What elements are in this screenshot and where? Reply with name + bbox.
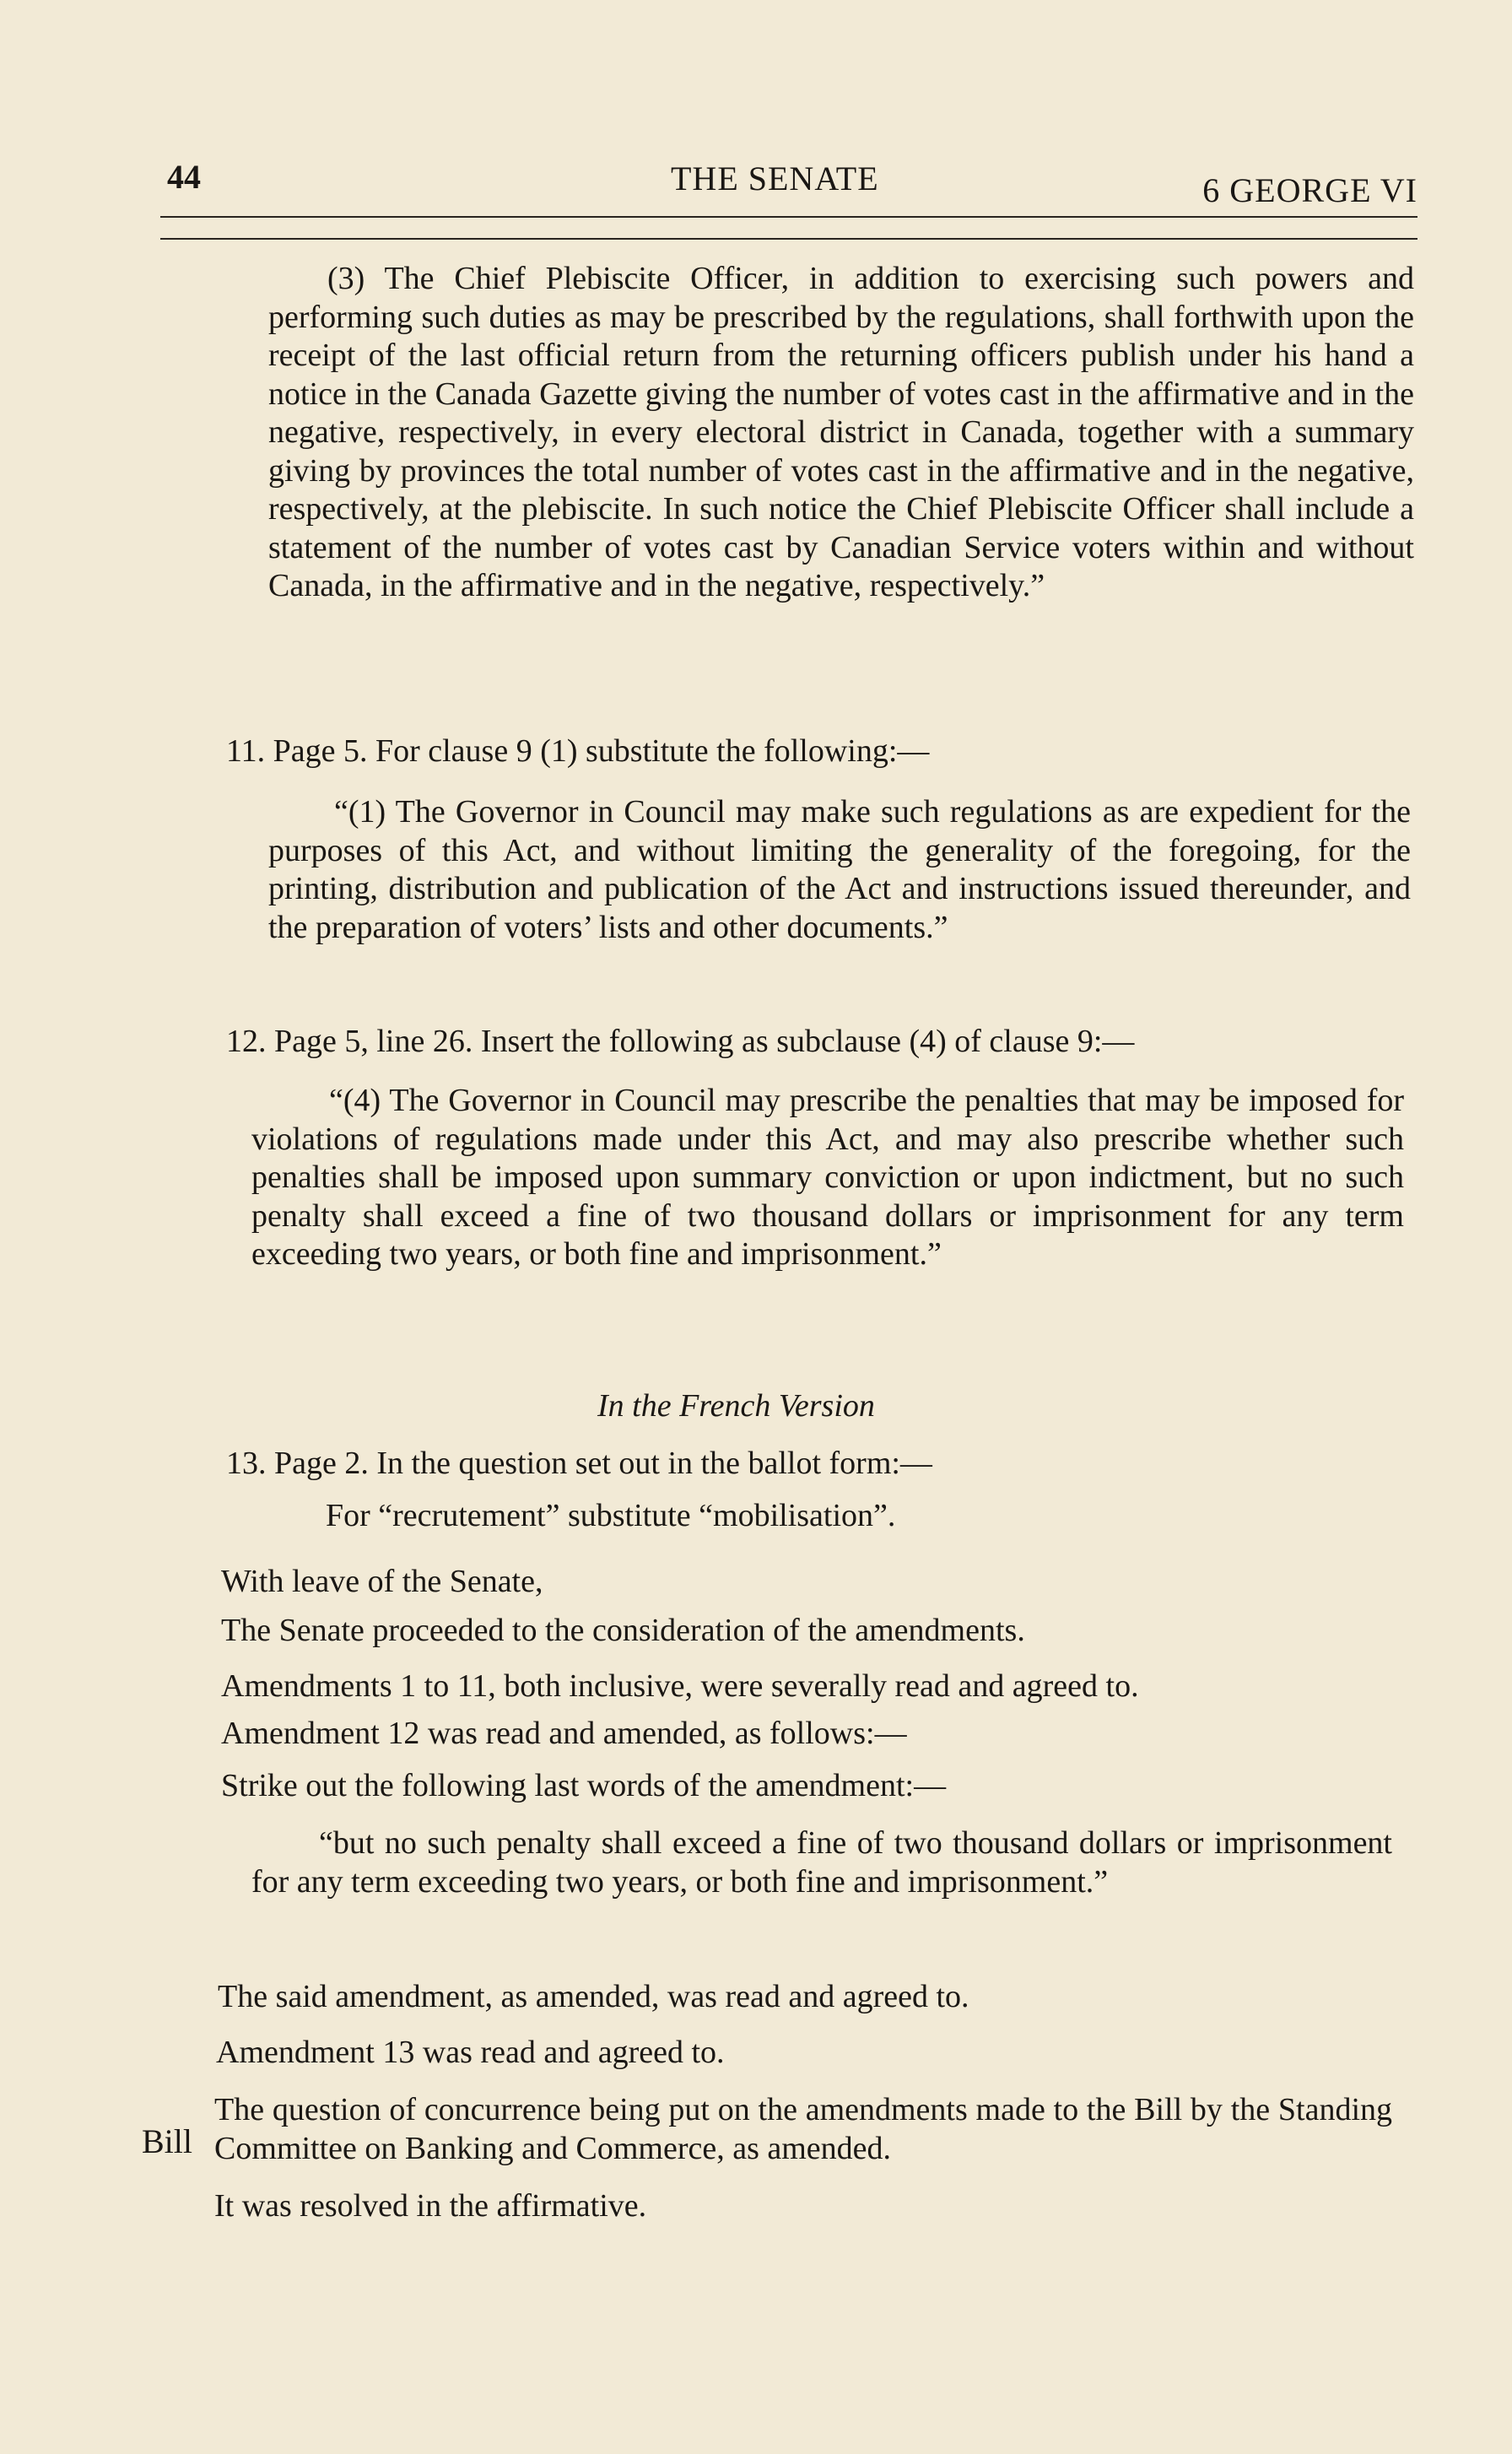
item-13-substitution: For “recrutement” substitute “mobilisation”. [326, 1498, 896, 1533]
page-number: 44 [167, 158, 201, 196]
item-12-quote: “(4) The Governor in Council may prescribe the penalties that may be imposed for violations of regulations made under this Act, and may also prescribe whether such penalties shall be imposed upon summary conviction or upon indictment, but no such penalty shall exceed a fine of two thousand dollars or imprisonment for any term exceeding two years, or both fine and imprisonment.” [251, 1083, 1404, 1272]
said-amendment: The said amendment, as amended, was read and agreed to. [218, 1979, 969, 2014]
senate-proceeded: The Senate proceeded to the consideration of the amendments. [221, 1613, 1025, 1648]
leave-of-senate: With leave of the Senate, [221, 1564, 543, 1599]
page-header [160, 152, 1418, 209]
header-rule-top [160, 216, 1418, 218]
strike-out-quote: “but no such penalty shall exceed a fine of two thousand dollars or imprisonment for any term exceeding two years, or both fine and imprisonment.” [251, 1825, 1392, 1900]
margin-note: Bill [142, 2122, 193, 2160]
french-version-heading: In the French Version [597, 1388, 875, 1424]
regnal-year: 6 GEORGE VI [1202, 171, 1418, 209]
item-11-quote: “(1) The Governor in Council may make such regulations as are expedient for the purposes of this Act, and without limiting the generality of the foregoing, for the printing, distribution and publication of the Act and instructions issued thereunder, and the preparation of voters’ lists and other documents.” [268, 794, 1411, 945]
amendment-13: Amendment 13 was read and agreed to. [216, 2035, 725, 2070]
item-12-heading: 12. Page 5, line 26. Insert the following as subclause (4) of clause 9:— [226, 1024, 1135, 1059]
resolved-affirmative: It was resolved in the affirmative. [214, 2188, 647, 2224]
running-title: THE SENATE [671, 159, 879, 197]
strike-out-line: Strike out the following last words of the amendment:— [221, 1768, 947, 1803]
amendment-12: Amendment 12 was read and amended, as follows:— [221, 1716, 907, 1751]
header-rule-bottom [160, 238, 1418, 240]
item-11-heading: 11. Page 5. For clause 9 (1) substitute the following:— [226, 733, 930, 769]
concurrence-question: The question of concurrence being put on the amendments made to the Bill by the Standing Committee on Banking and Commerce, as amended. [214, 2092, 1392, 2166]
subclause-3-paragraph: (3) The Chief Plebiscite Officer, in addition to exercising such powers and performing such duties as may be prescribed by the regulations, shall forthwith upon the receipt of the last official return from the returning officers publish under his hand a notice in the Canada Gazette giving the number of votes cast in the affirmative and in the negative, respectively, in every electoral district in Canada, together with a summary giving by provinces the total number of votes cast in the affirmative and in the negative, respectively, at the plebiscite. In such notice the Chief Plebiscite Officer shall include a statement of the number of votes cast by Canadian Service voters within and without Canada, in the affirmative and in the negative, respectively.” [268, 261, 1414, 603]
amendments-1-to-11: Amendments 1 to 11, both inclusive, were severally read and agreed to. [221, 1668, 1139, 1704]
item-13-heading: 13. Page 2. In the question set out in the ballot form:— [226, 1446, 932, 1481]
